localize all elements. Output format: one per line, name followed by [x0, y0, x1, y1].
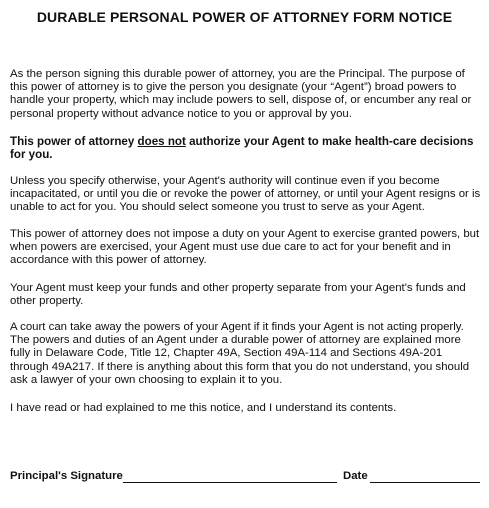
principal-signature-label: Principal's Signature — [10, 470, 123, 482]
paragraph-purpose: As the person signing this durable power of attorney, you are the Principal. The purpose of this power of attorney is to give the person you designate (your “Agent”) broad powers to handle your property, which may include powers to sell, dispose of, or encumber any real or personal property without advance notice to you or approval by you. — [10, 68, 472, 120]
date-label: Date — [343, 470, 368, 482]
page-title: DURABLE PERSONAL POWER OF ATTORNEY FORM NOTICE — [36, 9, 453, 25]
date-line[interactable] — [370, 482, 480, 483]
notice-text-underlined: does not — [137, 135, 186, 148]
principal-signature-line[interactable] — [123, 482, 337, 483]
paragraph-separate-funds: Your Agent must keep your funds and other property separate from your Agent's funds and other property. — [10, 282, 466, 308]
signature-row — [10, 470, 482, 486]
paragraph-health-care-notice — [10, 135, 482, 161]
paragraph-authority: Unless you specify otherwise, your Agent's authority will continue even if you become incapacitated, or until you die or revoke the power of attorney, or until your Agent resigns or is unable to act for you. You should select someone you trust to serve as your Agent. — [10, 175, 481, 214]
paragraph-duty: This power of attorney does not impose a duty on your Agent to exercise granted powers, but when powers are exercised, your Agent must use due care to act for your benefit and in accordance with this power of attorney. — [10, 228, 480, 267]
paragraph-acknowledgment: I have read or had explained to me this notice, and I understand its contents. — [10, 402, 397, 414]
notice-text-before: This power of attorney — [10, 135, 138, 148]
paragraph-court: A court can take away the powers of your Agent if it finds your Agent is not acting properly. The powers and duties of an Agent under a durable power of attorney are explained more fully in Delaware Code, Title 12, Chapter 49A, Section 49A-114 and Sections 49A-201 through 49A217. If there is anything about this form that you do not understand, you should ask a lawyer of your own choosing to explain it to you. — [10, 321, 470, 386]
notice-text-after: authorize your Agent to make health-care decisions for you. — [10, 135, 474, 162]
